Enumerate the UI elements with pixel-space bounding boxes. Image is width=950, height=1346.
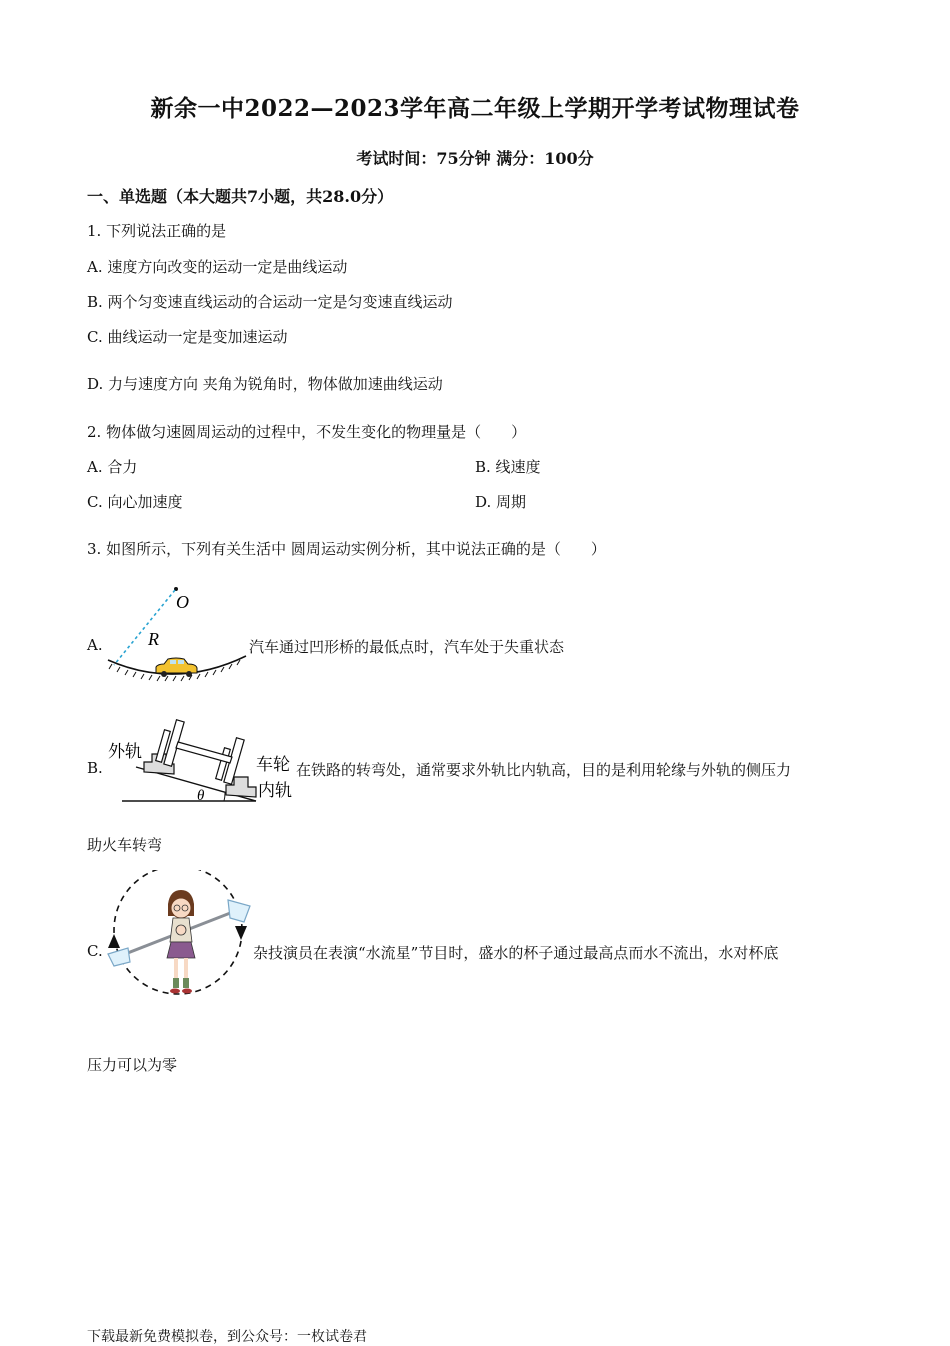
q1-stem: 1. 下列说法正确的是 <box>87 222 227 240</box>
q3-option-a-text: 汽车通过凹形桥的最低点时，汽车处于失重状态 <box>249 638 565 656</box>
q1-option-b: B. 两个匀变速直线运动的合运动一定是匀变速直线运动 <box>87 293 453 311</box>
q3-option-b-label: B. <box>87 759 103 777</box>
concave-bridge-figure <box>104 584 250 688</box>
performer-icon <box>167 890 195 994</box>
q3-stem: 3. 如图所示，下列有关生活中 圆周运动实例分析，其中说法正确的是（ ） <box>87 540 606 558</box>
footer-note: 下载最新免费模拟卷，到公众号：一枚试卷君 <box>87 1329 367 1345</box>
q2-option-c: C. 向心加速度 <box>87 493 183 511</box>
radius-line <box>114 590 175 665</box>
label-o: O <box>176 592 189 612</box>
q3-option-b-text: 在铁路的转弯处，通常要求外轨比内轨高，目的是利用轮缘与外轨的侧压力 <box>296 761 792 779</box>
q2-option-a: A. 合力 <box>87 458 138 476</box>
q1-option-d: D. 力与速度方向 夹角为锐角时，物体做加速曲线运动 <box>87 375 443 393</box>
label-r: R <box>148 629 159 649</box>
cup-top-icon <box>228 900 250 922</box>
q3-option-c-label: C. <box>87 942 103 960</box>
q3-option-c-text-cont: 压力可以为零 <box>87 1056 178 1074</box>
railway-curve-figure <box>104 712 296 804</box>
arrow-right-icon <box>235 926 247 940</box>
q3-option-b-text-cont: 助火车转弯 <box>87 836 163 854</box>
water-meteor-figure <box>104 870 254 1010</box>
exam-info: 考试时间：75分钟 满分：100分 <box>356 149 594 168</box>
section-heading: 一、单选题（本大题共7小题，共28.0分） <box>87 187 394 206</box>
q3-option-c-text: 杂技演员在表演“水流星”节目时，盛水的杯子通过最高点而水不流出，水对杯底 <box>253 944 779 962</box>
page-title: 新余一中2022—2023学年高二年级上学期开学考试物理试卷 <box>150 95 800 122</box>
theta-arc <box>224 793 225 801</box>
q2-option-d: D. 周期 <box>475 493 527 511</box>
q2-option-b: B. 线速度 <box>475 458 541 476</box>
cup-bottom-icon <box>108 948 130 966</box>
label-inner-rail: 内轨 <box>258 781 292 801</box>
q1-option-a: A. 速度方向改变的运动一定是曲线运动 <box>87 258 348 276</box>
label-wheel: 车轮 <box>256 755 290 775</box>
q3-option-a-label: A. <box>87 636 103 654</box>
arrow-left-icon <box>108 934 120 948</box>
label-theta: θ <box>197 788 205 804</box>
q2-stem: 2. 物体做匀速圆周运动的过程中，不发生变化的物理量是（ ） <box>87 423 527 441</box>
q1-option-c: C. 曲线运动一定是变加速运动 <box>87 328 288 346</box>
label-outer-rail: 外轨 <box>108 742 142 762</box>
